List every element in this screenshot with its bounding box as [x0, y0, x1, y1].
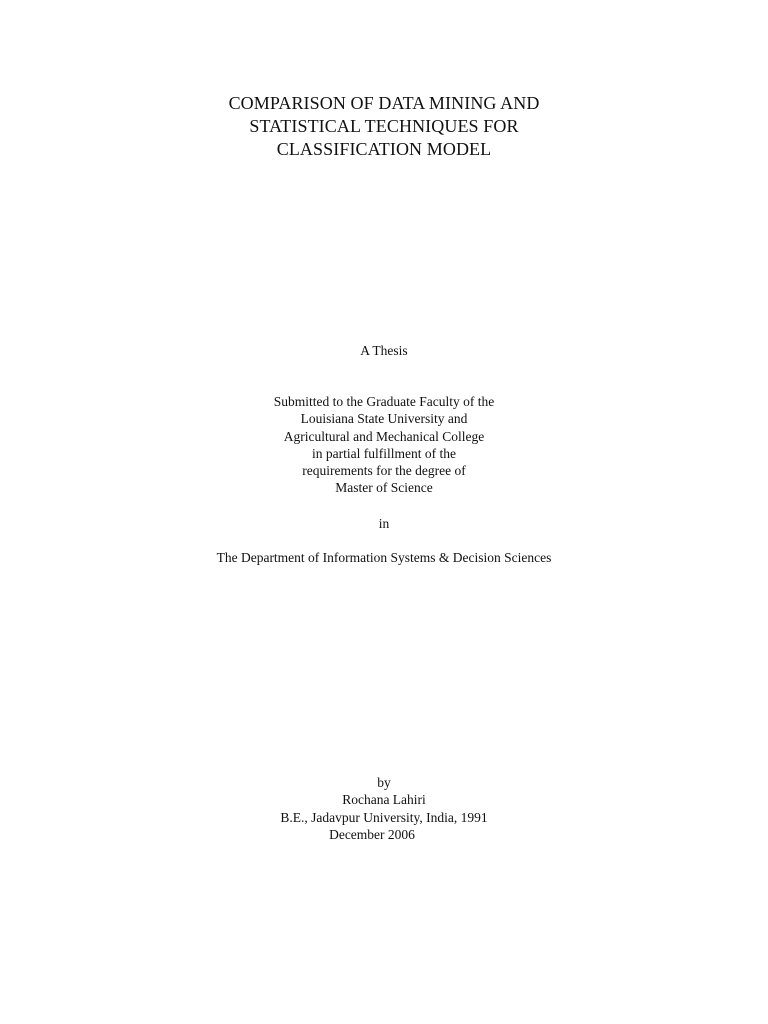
thesis-label-block — [0, 342, 768, 359]
author-name: Rochana Lahiri — [342, 792, 426, 808]
submission-line-4: in partial fulfillment of the — [312, 445, 456, 461]
submission-line-1: Submitted to the Graduate Faculty of the — [273, 394, 495, 409]
submission-statement — [0, 393, 768, 497]
submission-line-6: Master of Science — [335, 480, 433, 496]
author-block — [0, 774, 768, 843]
department-name: The Department of Information Systems & Decision Sciences — [216, 550, 552, 565]
department-block — [0, 549, 768, 566]
thesis-title — [0, 92, 768, 161]
submission-date: December 2006 — [329, 826, 415, 842]
in-label-block — [0, 515, 768, 532]
submission-line-3: Agricultural and Mechanical College — [283, 428, 485, 444]
submission-line-2: Louisiana State University and — [300, 411, 468, 427]
thesis-label: A Thesis — [360, 343, 408, 358]
by-label: by — [377, 775, 391, 790]
title-line-2: STATISTICAL TECHNIQUES FOR — [249, 116, 519, 136]
title-line-3: CLASSIFICATION MODEL — [276, 139, 492, 159]
in-label: in — [378, 516, 390, 531]
author-degree: B.E., Jadavpur University, India, 1991 — [280, 809, 488, 825]
title-line-1: COMPARISON OF DATA MINING AND — [228, 93, 540, 113]
submission-line-5: requirements for the degree of — [302, 463, 466, 479]
